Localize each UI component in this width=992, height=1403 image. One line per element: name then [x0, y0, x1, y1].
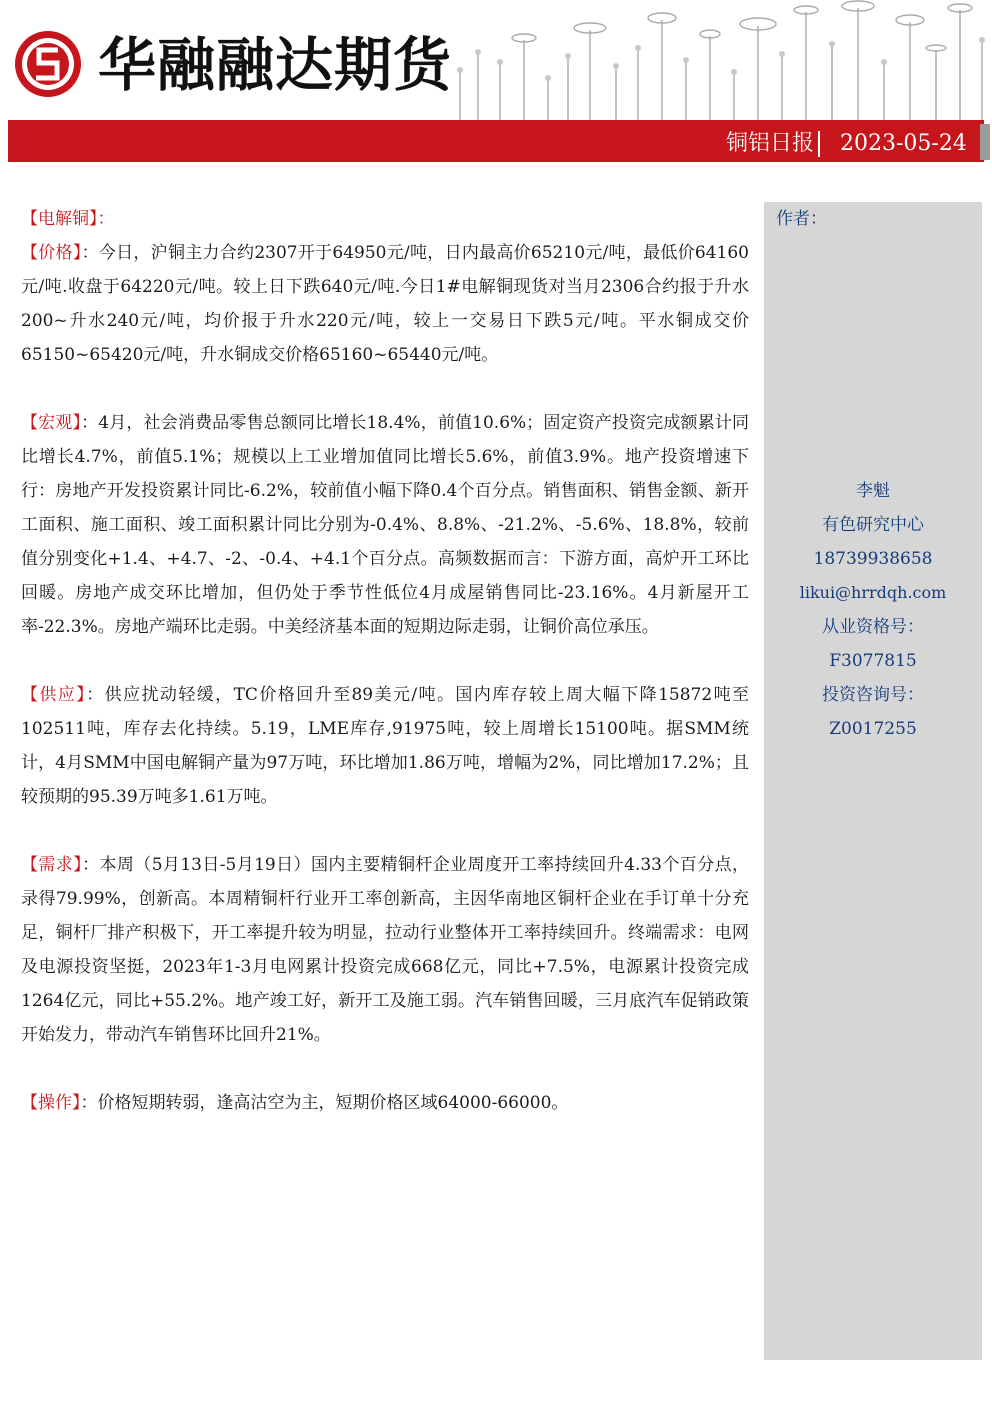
price-text: ：今日，沪铜主力合约2307开于64950元/吨，日内最高价65210元/吨，最低价64160元/吨.收盘于64220元/吨。较上日下跌640元/吨.今日1#电解铜现货对当月2306合约报于升水200~升水240元/吨，均价报于升水220元/吨，较上一交易日下跌5元/吨。平水铜成交价65150~65420元/吨，升水铜成交价格65160~65440元/吨。: [21, 243, 749, 365]
author-department: 有色研究中心: [822, 515, 924, 535]
author-email: likui@hrrdqh.com: [799, 583, 947, 602]
decorative-header-graphic: [440, 0, 992, 120]
macro-text: ：4月，社会消费品零售总额同比增长18.4%，前值10.6%；固定资产投资完成额累计同比增长4.7%，前值5.1%；规模以上工业增加值同比增长5.6%，前值3.9%。地产投资增速下行：房地产开发投资累计同比-6.2%，较前值小幅下降0.4个百分点。销售面积、销售金额、新开工面积、施工面积、竣工面积累计同比分别为-0.4%、8.8%、-21.2%、-5.6%、18.8%，较前值分别变化+1.4、+4.7、-2、-0.4、+4.1个百分点。高频数据而言：下游方面，高炉开工环比回暖。房地产成交环比增加，但仍处于季节性低位4月成屋销售同比-23.16%。4月新屋开工率-22.3%。房地产端环比走弱。中美经济基本面的短期边际走弱，让铜价高位承压。: [21, 413, 750, 637]
report-name: 铜铝日报: [725, 131, 814, 156]
qualification-number: F3077815: [829, 651, 917, 671]
consulting-number: Z0017255: [829, 719, 917, 739]
author-sidebar: [764, 202, 982, 1360]
operation-section: [21, 1086, 749, 1120]
brand-name: 华融融达期货: [98, 31, 453, 99]
price-tag: 【价格】: [21, 243, 82, 263]
qualification-label: 从业资格号：: [822, 617, 924, 637]
demand-tag: 【需求】: [21, 855, 83, 875]
supply-text: ：供应扰动轻缓，TC价格回升至89美元/吨。国内库存较上周大幅下降15872吨至102511吨，库存去化持续。5.19，LME库存,91975吨，较上周增长15100吨。据SMM统计，4月SMM中国电解铜产量为97万吨，环比增加1.86万吨，增幅为2%，同比增加17.2%；且较预期的95.39万吨多1.61万吨。: [21, 685, 749, 807]
title-bar-divider: [818, 131, 820, 157]
title-bar: [8, 120, 984, 162]
demand-text: ：本周（5月13日-5月19日）国内主要精铜杆企业周度开工率持续回升4.33个百分点，录得79.99%，创新高。本周精铜杆行业开工率创新高，主因华南地区铜杆企业在手订单十分充足，铜杆厂排产积极下，开工率提升较为明显，拉动行业整体开工率持续回升。终端需求：电网及电源投资坚挺，2023年1-3月电网累计投资完成668亿元，同比+7.5%，电源累计投资完成1264亿元，同比+55.2%。地产竣工好，新开工及施工弱。汽车销售回暖，三月底汽车促销政策开始发力，带动汽车销售环比回升21%。: [21, 855, 749, 1045]
author-name: 李魁: [856, 481, 890, 501]
supply-tag: 【供应】: [21, 685, 87, 705]
title-bar-shadow: [980, 124, 990, 160]
section-heading: 【电解铜】：: [21, 209, 115, 229]
price-section: [21, 236, 749, 372]
author-label: 作者：: [776, 209, 827, 229]
operation-text: ：价格短期转弱，逢高沽空为主，短期价格区域64000-66000。: [80, 1093, 569, 1113]
report-date: 2023-05-24: [840, 131, 967, 156]
author-details: [764, 474, 982, 746]
author-phone: 18739938658: [813, 549, 933, 569]
macro-tag: 【宏观】: [21, 413, 82, 433]
operation-tag: 【操作】: [21, 1093, 81, 1113]
macro-section: [21, 406, 749, 644]
report-body: [21, 202, 749, 1154]
demand-section: [21, 848, 749, 1052]
company-logo-icon: [12, 28, 84, 100]
consulting-label: 投资咨询号：: [822, 685, 924, 705]
report-header: [0, 0, 992, 165]
supply-section: [21, 678, 749, 814]
